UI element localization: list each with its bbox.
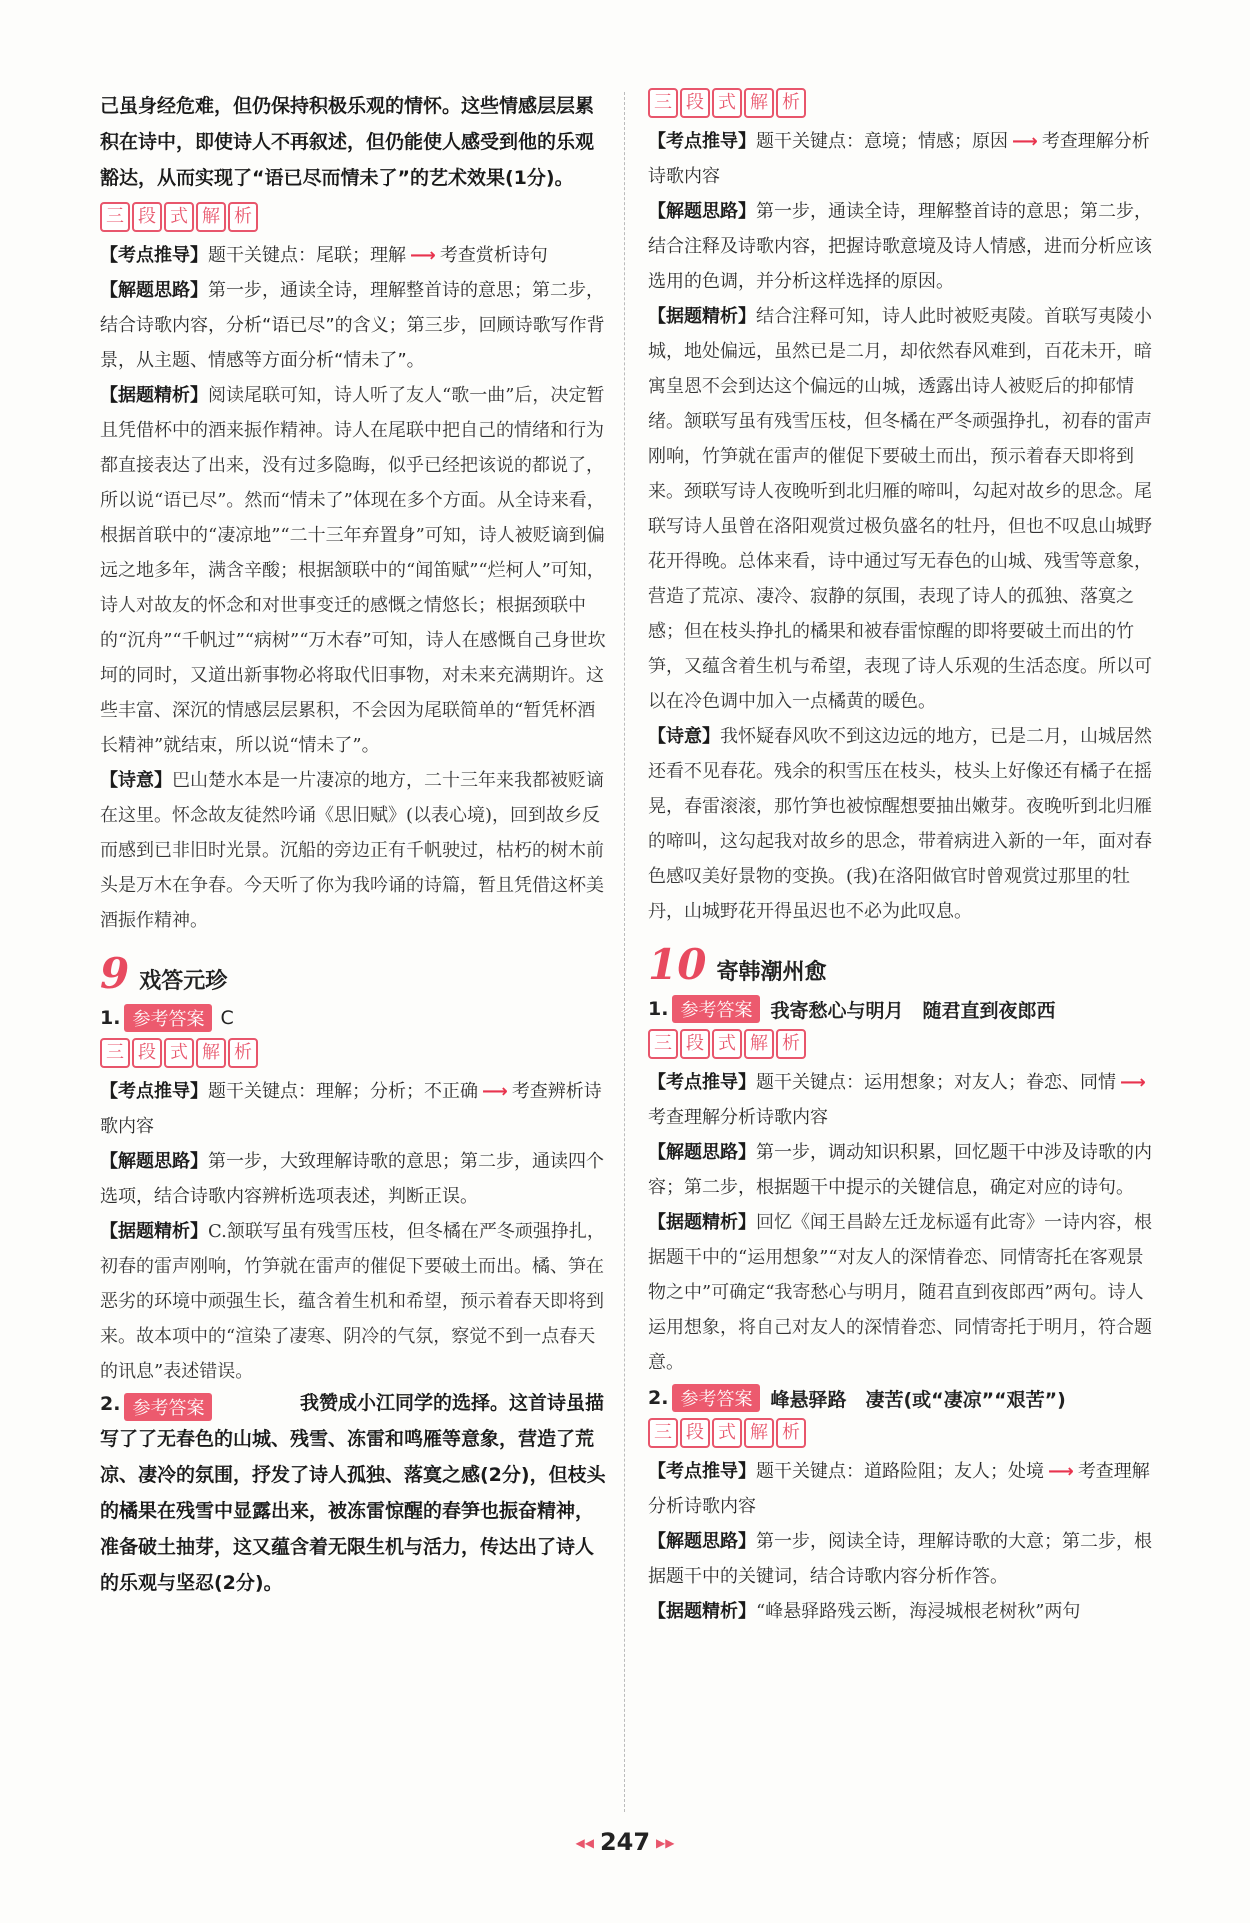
arrow-icon: ⟶ bbox=[1012, 131, 1038, 152]
shiyi-paragraph: 【诗意】我怀疑春风吹不到这边远的地方，已是二月，山城居然还看不见春花。残余的积雪压在枝头，枝头上好像还有橘子在摇晃，春雷滚滚，那竹笋也被惊醒想要抽出嫩芽。夜晚听到北归雁的啼叫，这勾起我对故乡的思念，带着病进入新的一年，面对春色感叹美好景物的变换。(我)在洛阳做官时曾观赏过那里的牡丹，山城野花开得虽迟也不必为此叹息。 bbox=[648, 726, 1152, 922]
section-9-heading bbox=[100, 949, 610, 998]
jujing-paragraph: 【据题精析】C.颔联写虽有残雪压枝，但冬橘在严冬顽强挣扎，初春的雷声刚响，竹笋就在雷声的催促下要破土而出。橘、笋在恶劣的环境中顽强生长，蕴含着生机和希望，预示着春天即将到来。故本项中的“渲染了凄寒、阴冷的气氛，察觉不到一点春天的讯息”表述错误。 bbox=[100, 1221, 605, 1382]
jieti-paragraph: 【解题思路】第一步，大致理解诗歌的意思；第二步，通读四个选项，结合诗歌内容辨析选项表述，判断正误。 bbox=[100, 1151, 604, 1207]
answer-badge: 参考答案 bbox=[672, 995, 760, 1023]
jujing-paragraph: 【据题精析】阅读尾联可知，诗人听了友人“歌一曲”后，决定暂且凭借杯中的酒来振作精神。诗人在尾联中把自己的情绪和行为都直接表达了出来，没有过多隐晦，似乎已经把该说的都说了，所以说“语已尽”。然而“情未了”体现在多个方面。从全诗来看，根据首联中的“凄凉地”“二十三年弃置身”可知，诗人被贬谪到偏远之地多年，满含辛酸；根据颔联中的“闻笛赋”“烂柯人”可知，诗人对故友的怀念和对世事变迁的感慨之情悠长；根据颈联中的“沉舟”“千帆过”“病树”“万木春”可知，诗人在感慨自己身世坎坷的同时，又道出新事物必将取代旧事物，对未来充满期许。这些丰富、深沉的情感层层累积，不会因为尾联简单的“暂凭杯酒长精神”就结束，所以说“情未了”。 bbox=[100, 385, 606, 756]
kaodian-paragraph: 【考点推导】题干关键点：理解；分析；不正确 ⟶ 考查辨析诗歌内容 bbox=[100, 1081, 602, 1137]
page-number: ◀◀ 247 ▶▶ bbox=[575, 1828, 675, 1856]
section-title: 戏答元珍 bbox=[139, 969, 228, 994]
jujing-paragraph: 【据题精析】结合注释可知，诗人此时被贬夷陵。首联写夷陵小城，地处偏远，虽然已是二月，却依然春风难到，百花未开，暗寓皇恩不会到达这个偏远的山城，透露出诗人被贬后的抑郁情绪。颔联写虽有残雪压枝，但冬橘在严冬顽强挣扎，初春的雷声刚响，竹笋就在雷声的催促下要破土而出，预示着春天即将到来。颈联写诗人夜晚听到北归雁的啼叫，勾起对故乡的思念。尾联写诗人虽曾在洛阳观赏过极负盛名的牡丹，但也不叹息山城野花开得晚。总体来看，诗中通过写无春色的山城、残雪等意象，营造了荒凉、凄冷、寂静的氛围，表现了诗人的孤独、落寞之感；但在枝头挣扎的橘果和被春雷惊醒的即将要破土而出的竹笋，又蕴含着生机与希望，表现了诗人乐观的生活态度。所以可以在冷色调中加入一点橘黄的暖色。 bbox=[648, 306, 1152, 712]
arrow-icon: ⟶ bbox=[410, 245, 436, 266]
kaodian-paragraph: 【考点推导】题干关键点：道路险阻；友人；处境 ⟶ 考查理解分析诗歌内容 bbox=[648, 1461, 1150, 1517]
section-number: 10 bbox=[648, 940, 707, 989]
jieti-paragraph: 【解题思路】第一步，阅读全诗，理解诗歌的大意；第二步，根据题干中的关键词，结合诗歌内容分析作答。 bbox=[648, 1531, 1152, 1587]
three-part-analysis-badge: 三 段 式 解 析 bbox=[648, 1418, 1158, 1448]
jujing-paragraph: 【据题精析】回忆《闻王昌龄左迁龙标遥有此寄》一诗内容，根据题干中的“运用想象”“对友人的深情眷恋、同情寄托在客观景物之中”可确定“我寄愁心与明月，随君直到夜郎西”两句。诗人运用想象，将自己对友人的深情眷恋、同情寄托于明月，符合题意。 bbox=[648, 1212, 1152, 1373]
question-2-answer-text: 我赞成小江同学的选择。这首诗虽描写了了无春色的山城、残雪、冻雷和鸣雁等意象，营造了荒凉、凄冷的氛围，抒发了诗人孤独、落寞之感(2分)，但枝头的橘果在残雪中显露出来，被冻雷惊醒的春笋也振奋精神，准备破土抽芽，这又蕴含着无限生机与活力，传达出了诗人的乐观与坚忍(2分)。 bbox=[100, 1392, 606, 1594]
section-title: 寄韩潮州愈 bbox=[716, 960, 827, 985]
arrow-icon: ⟶ bbox=[1048, 1461, 1074, 1482]
three-part-analysis-badge: 三 段 式 解 析 bbox=[648, 1029, 1158, 1059]
jujing-paragraph: 【据题精析】“峰悬驿路残云断，海浸城根老树秋”两句 bbox=[648, 1601, 1081, 1622]
kaodian-paragraph: 【考点推导】题干关键点：尾联；理解 ⟶ 考查赏析诗句 bbox=[100, 245, 548, 266]
question-1-answer: 1. 参考答案 我寄愁心与明月 随君直到夜郎西 bbox=[648, 995, 1158, 1023]
right-column bbox=[648, 88, 1158, 1629]
jieti-paragraph: 【解题思路】第一步，通读全诗，理解整首诗的意思；第二步，结合注释及诗歌内容，把握诗歌意境及诗人情感，进而分析应该选用的色调，并分析这样选择的原因。 bbox=[648, 201, 1152, 292]
jieti-paragraph: 【解题思路】第一步，通读全诗，理解整首诗的意思；第二步，结合诗歌内容，分析“语已尽”的含义；第三步，回顾诗歌写作背景，从主题、情感等方面分析“情未了”。 bbox=[100, 280, 605, 371]
intro-text: 己虽身经危难，但仍保持积极乐观的情怀。这些情感层层累积在诗中，即使诗人不再叙述，但仍能使人感受到他的乐观豁达，从而实现了“语已尽而情未了”的艺术效果(1分)。 bbox=[100, 95, 595, 189]
triangle-right-icon: ▶▶ bbox=[656, 1836, 675, 1850]
answer-badge: 参考答案 bbox=[124, 1393, 212, 1421]
left-column bbox=[100, 88, 610, 1601]
column-divider bbox=[624, 92, 625, 1812]
arrow-icon: ⟶ bbox=[1120, 1072, 1146, 1093]
jieti-paragraph: 【解题思路】第一步，调动知识积累，回忆题干中涉及诗歌的内容；第二步，根据题干中提示的关键信息，确定对应的诗句。 bbox=[648, 1142, 1152, 1198]
three-part-analysis-badge: 三 段 式 解 析 bbox=[100, 202, 610, 232]
section-10-heading bbox=[648, 940, 1158, 989]
three-part-analysis-badge: 三 段 式 解 析 bbox=[648, 88, 1158, 118]
arrow-icon: ⟶ bbox=[482, 1081, 508, 1102]
shiyi-paragraph: 【诗意】巴山楚水本是一片凄凉的地方，二十三年来我都被贬谪在这里。怀念故友徒然吟诵《思旧赋》(以表心境)，回到故乡反而感到已非旧时光景。沉船的旁边正有千帆驶过，枯朽的树木前头是万木在争春。今天听了你为我吟诵的诗篇，暂且凭借这杯美酒振作精神。 bbox=[100, 770, 604, 931]
kaodian-paragraph: 【考点推导】题干关键点：意境；情感；原因 ⟶ 考查理解分析诗歌内容 bbox=[648, 131, 1150, 187]
triangle-left-icon: ◀◀ bbox=[575, 1836, 594, 1850]
question-1-answer: 1. 参考答案 C bbox=[100, 1004, 610, 1032]
kaodian-paragraph: 【考点推导】题干关键点：运用想象；对友人；眷恋、同情 ⟶考查理解分析诗歌内容 bbox=[648, 1072, 1146, 1128]
answer-badge: 参考答案 bbox=[124, 1004, 212, 1032]
question-2-answer: 2. 参考答案 峰悬驿路 凄苦(或“凄凉”“艰苦”) bbox=[648, 1384, 1158, 1412]
answer-badge: 参考答案 bbox=[672, 1384, 760, 1412]
question-2-answer: 2. 参考答案 bbox=[100, 1393, 610, 1421]
section-number: 9 bbox=[100, 949, 130, 998]
three-part-analysis-badge: 三 段 式 解 析 bbox=[100, 1038, 610, 1068]
